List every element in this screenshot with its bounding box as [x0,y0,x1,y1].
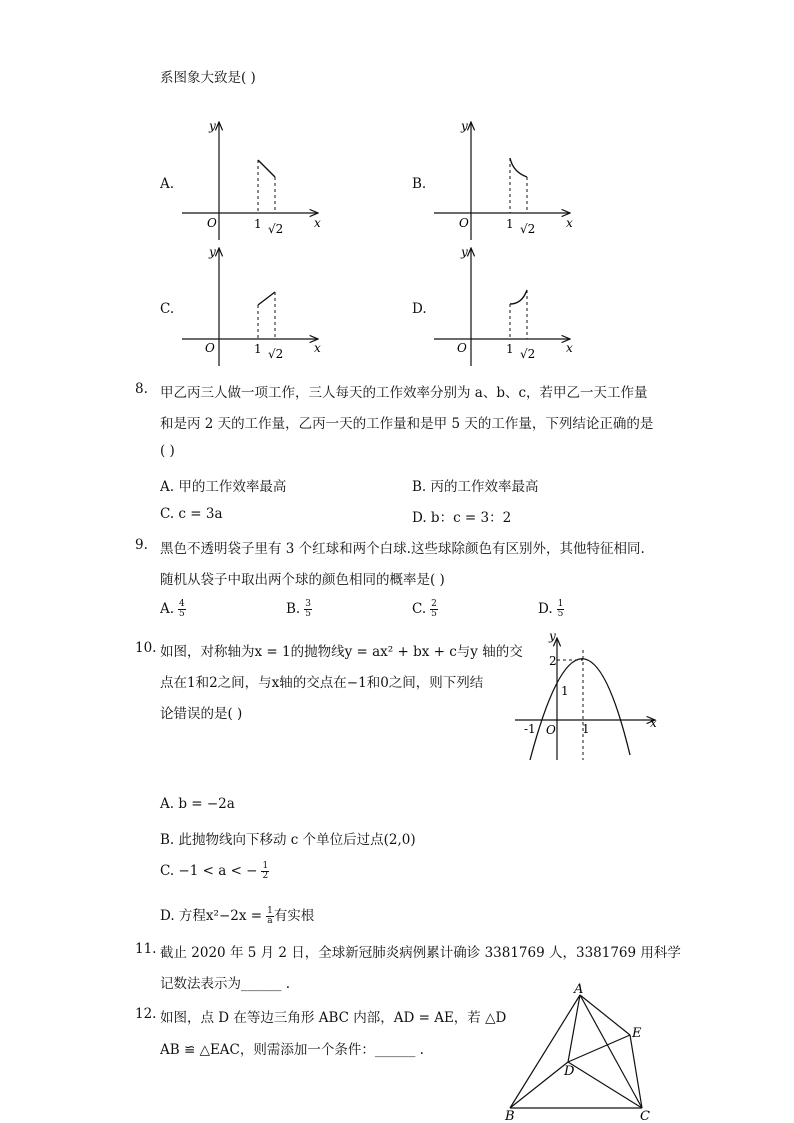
graph-c-label: C. [160,301,175,317]
graph-c-tick-1: 1 [254,342,262,356]
vertex-c: C [640,1109,650,1123]
graph-a-tick-sqrt2: √2 [268,222,284,236]
graph-c-origin: O [205,341,215,355]
q12-line-1: 如图，点 D 在等边三角形 ABC 内部，AD = AE，若 △D [160,1010,507,1026]
graph-c-curve [258,292,275,305]
q10-line-2: 点在1和2之间，与x轴的交点在−1和0之间，则下列结 [160,675,484,691]
vertex-b: B [505,1109,515,1123]
q8-line-3: ( ) [160,443,175,459]
parabola-x-tick-neg1: -1 [524,722,536,736]
graph-b-x-label: x [566,216,573,230]
graph-a-curve [258,160,275,177]
q10-option-b: B. 此抛物线向下移动 c 个单位后过点(2,0) [160,832,416,848]
graph-d-x-label: x [566,341,573,355]
q9-number: 9. [135,537,148,553]
q11-line-2: 记数法表示为______ . [160,976,291,992]
graph-d-origin: O [457,341,467,355]
q10-line-1: 如图，对称轴为x = 1的抛物线y = ax² + bx + c与y 轴的交 [160,644,523,660]
parabola-y-label: y [549,629,556,643]
graph-d-label: D. [412,301,427,317]
graph-b-y-label: y [461,119,468,133]
q10-option-c: C. −1 < a < − $\frac{1}{2}$ [160,861,269,881]
parabola-y-tick-2: 2 [549,654,557,668]
graph-a-tick-1: 1 [254,217,262,231]
graph-b-tick-1: 1 [506,217,514,231]
q9-option-a: A. $\frac{4}{5}$ [160,599,185,619]
graph-c-y-label: y [209,245,216,259]
q8-option-b: B. 丙的工作效率最高 [412,479,539,495]
graph-d [434,245,573,366]
q9-line-1: 黑色不透明袋子里有 3 个红球和两个白球.这些球除颜色有区别外，其他特征相同. [160,541,645,557]
parabola-y-tick-1: 1 [561,684,569,698]
vertex-a: A [574,982,584,997]
graph-a-label: A. [160,176,175,192]
vertex-d: D [564,1064,575,1079]
q10-option-d: D. 方程x²−2x = $\frac{1}{a}$ 有实根 [160,906,315,926]
parabola-origin: O [546,723,556,737]
q8-number: 8. [135,381,148,397]
parabola-graph [515,629,657,760]
graph-b-tick-sqrt2: √2 [520,222,536,236]
q12-line-2: AB ≌ △EAC，则需添加一个条件：______ . [160,1042,424,1058]
graph-b-label: B. [412,176,427,192]
question-7-tail: 系图象大致是( ) [160,70,256,86]
q10-number: 10. [135,640,157,656]
graph-b-origin: O [459,216,469,230]
graph-a-origin: O [207,216,217,230]
q8-line-1: 甲乙丙三人做一项工作，三人每天的工作效率分别为 a、b、c，若甲乙一天工作量 [160,385,648,401]
vertex-e: E [632,1026,642,1041]
q12-number: 12. [135,1006,157,1022]
graph-c [182,245,321,366]
q8-option-d: D. b：c = 3：2 [412,510,512,526]
graph-b [434,119,573,240]
q11-line-1: 截止 2020 年 5 月 2 日，全球新冠肺炎病例累计确诊 3381769 人，3381769 用科学 [160,945,681,961]
graph-a-x-label: x [314,216,321,230]
parabola-x-label: x [650,716,657,730]
graph-d-y-label: y [461,245,468,259]
graph-c-x-label: x [314,341,321,355]
graph-b-curve [510,158,527,177]
triangle-figure [504,982,650,1123]
q9-option-d: D. $\frac{1}{5}$ [538,599,564,619]
parabola-curve [530,659,630,760]
q9-option-b: B. $\frac{3}{5}$ [286,599,311,619]
parabola-x-tick-1: 1 [582,722,590,736]
q10-option-a: A. b = −2a [160,796,235,812]
graph-d-tick-sqrt2: √2 [520,347,536,361]
graph-c-tick-sqrt2: √2 [268,347,284,361]
q10-line-3: 论错误的是( ) [160,706,243,722]
q8-option-c: C. c = 3a [160,506,223,522]
q8-option-a: A. 甲的工作效率最高 [160,479,287,495]
q9-line-2: 随机从袋子中取出两个球的颜色相同的概率是( ) [160,572,445,588]
q9-option-c: C. $\frac{2}{5}$ [412,599,437,619]
graph-d-tick-1: 1 [506,342,514,356]
q11-number: 11. [135,941,157,957]
q8-line-2: 和是丙 2 天的工作量，乙丙一天的工作量和是甲 5 天的工作量，下列结论正确的是 [160,416,654,432]
graph-a-y-label: y [209,119,216,133]
graph-a [182,119,321,240]
graph-d-curve [510,290,527,304]
